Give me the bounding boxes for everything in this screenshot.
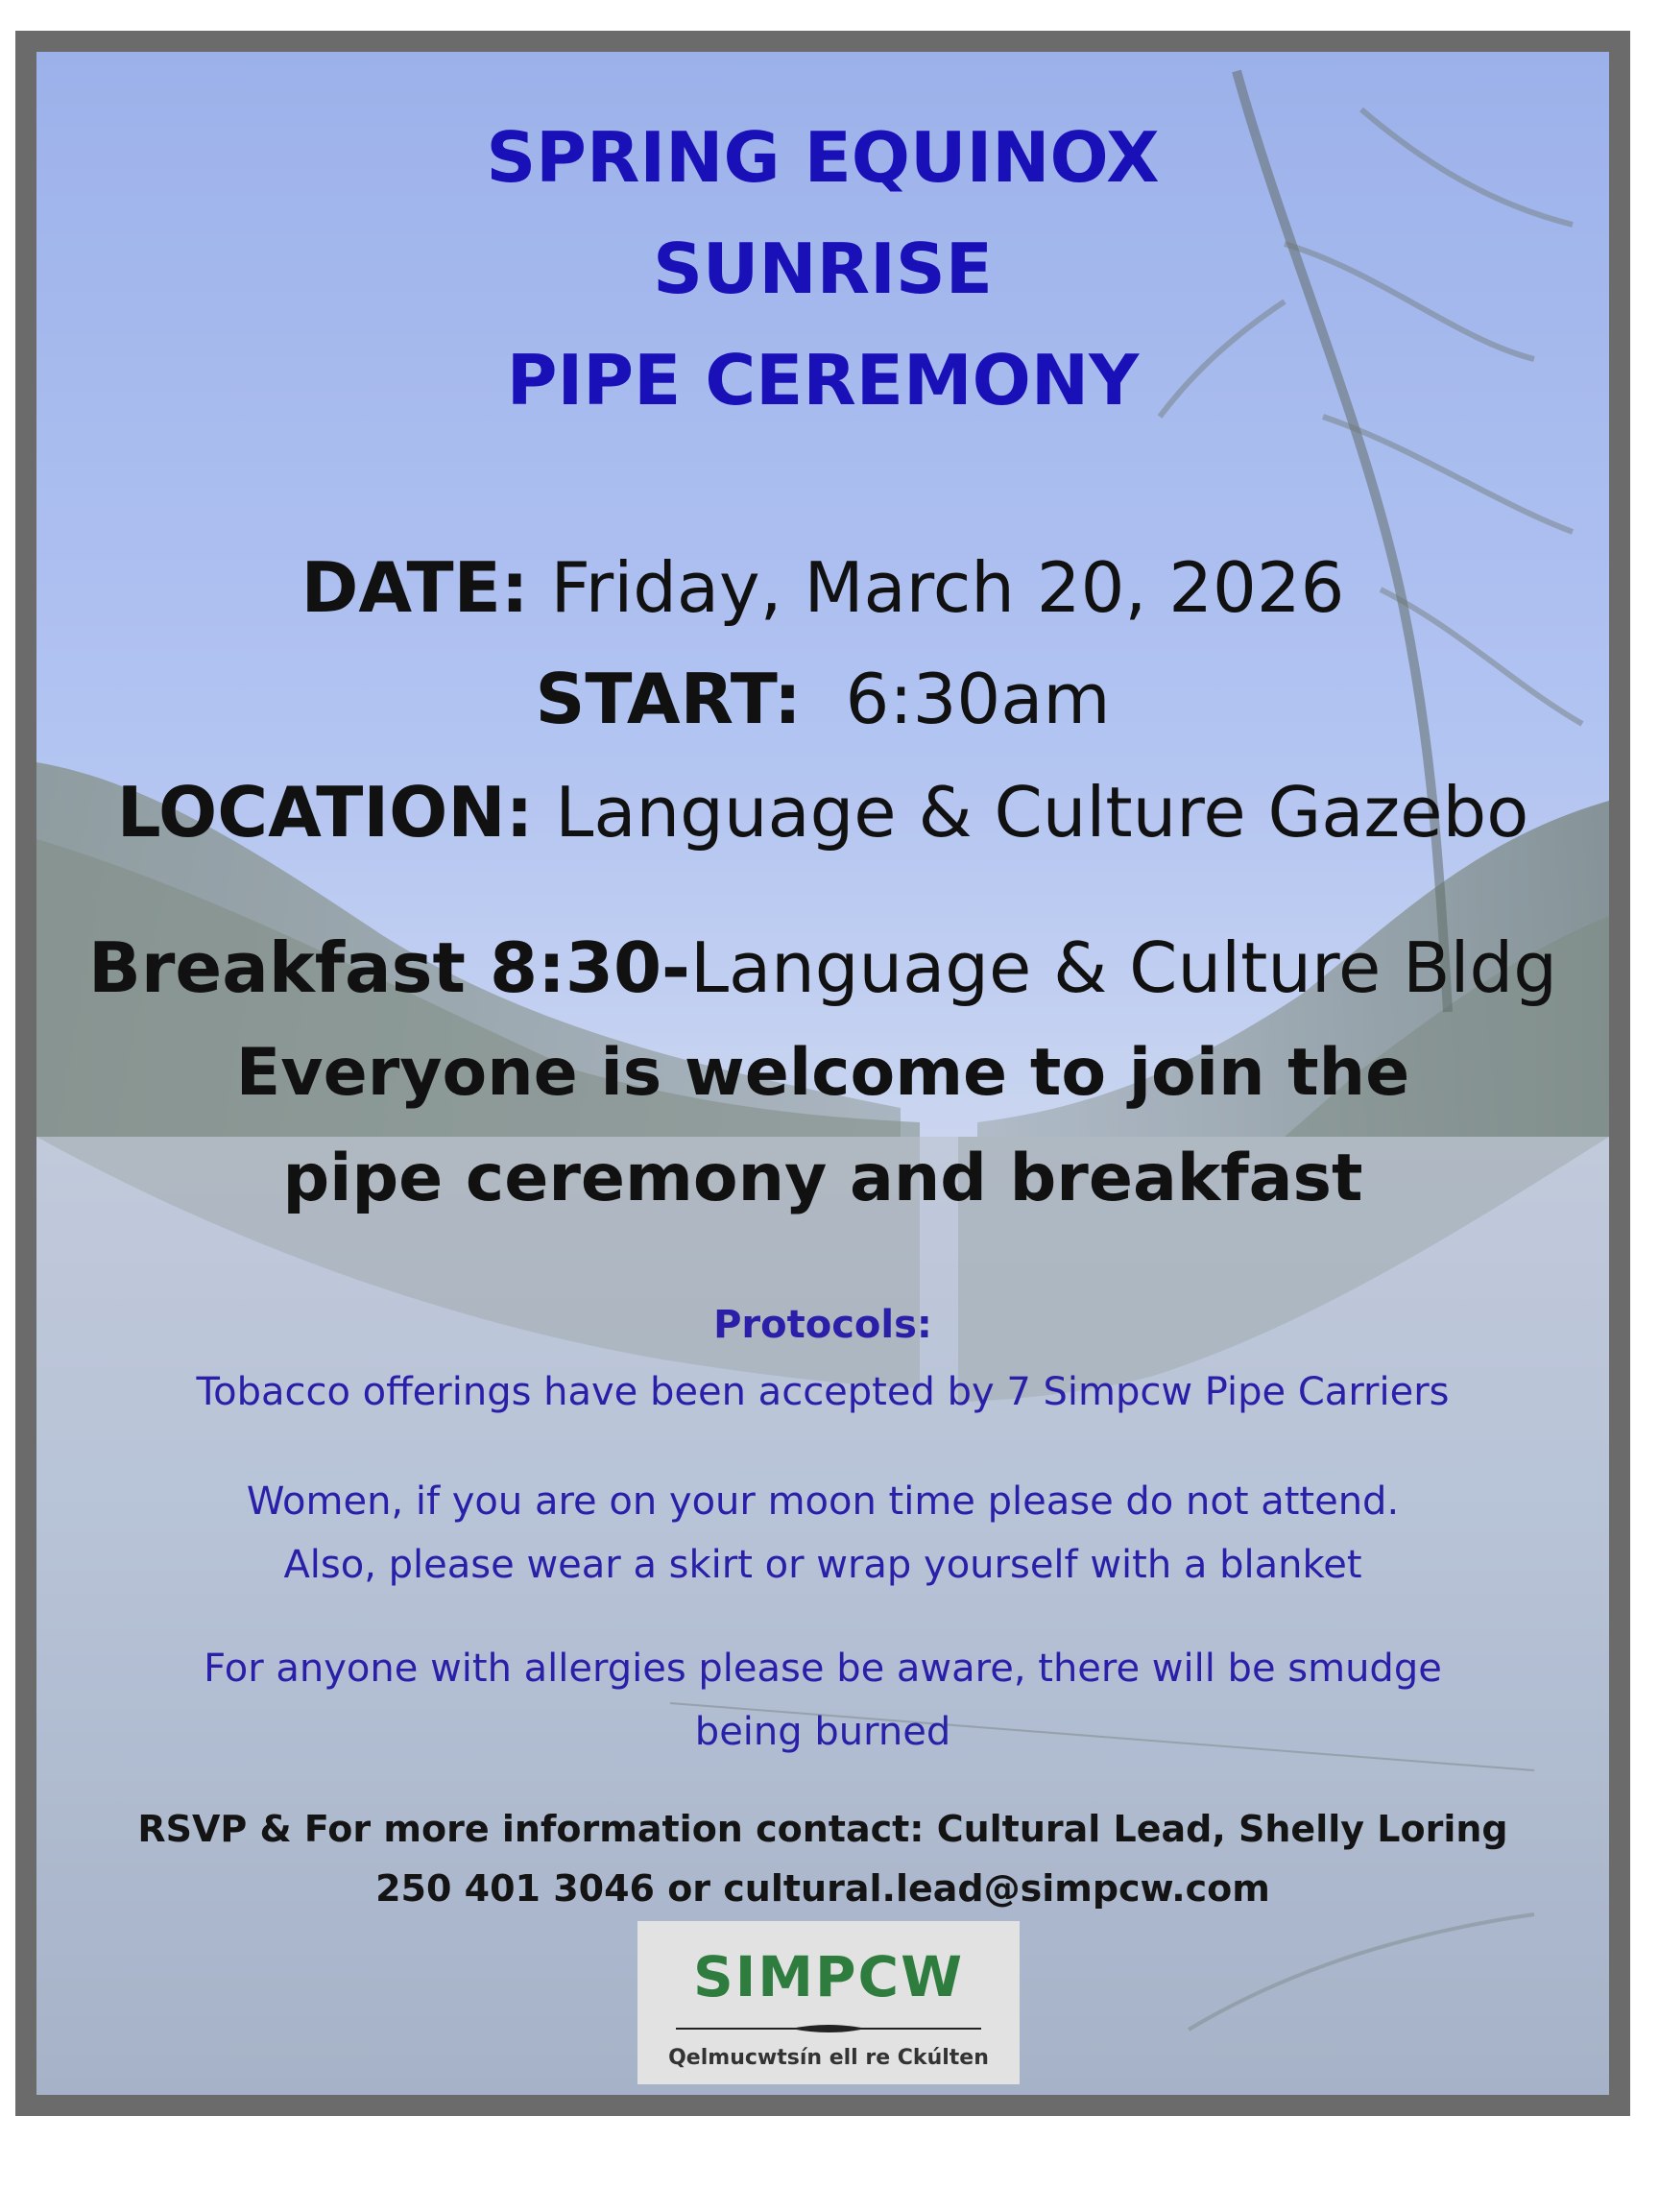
date-line xyxy=(36,547,1609,628)
logo-tagline: Qelmucwtsín ell re Ckúlten xyxy=(668,2046,989,2070)
location-line xyxy=(36,772,1609,853)
start-line xyxy=(36,659,1609,739)
location-label: LOCATION: xyxy=(116,772,534,853)
welcome-line-1: Everyone is welcome to join the xyxy=(235,1035,1410,1111)
title-line-2: SUNRISE xyxy=(653,228,993,309)
poster xyxy=(36,52,1609,2095)
contact-line-2: 250 401 3046 or cultural.lead@simpcw.com xyxy=(375,1867,1270,1910)
protocol-allergy-line-1: For anyone with allergies please be aware, there will be smudge xyxy=(204,1647,1442,1691)
date-label: DATE: xyxy=(301,547,529,628)
title-line-1: SPRING EQUINOX xyxy=(486,117,1160,198)
protocol-allergy-line-2: being burned xyxy=(694,1710,951,1754)
logo-name: SIMPCW xyxy=(692,1944,965,2009)
start-label: START: xyxy=(535,659,802,739)
start-value: 6:30am xyxy=(801,659,1111,739)
location-value: Language & Culture Gazebo xyxy=(533,772,1529,853)
title-line-3: PIPE CEREMONY xyxy=(506,340,1140,421)
date-value: Friday, March 20, 2026 xyxy=(528,547,1345,628)
protocols-heading: Protocols: xyxy=(713,1303,932,1347)
welcome-line-2: pipe ceremony and breakfast xyxy=(282,1141,1363,1216)
breakfast-line xyxy=(36,927,1609,1008)
breakfast-label: Breakfast 8:30- xyxy=(88,927,690,1008)
simpcw-logo xyxy=(637,1921,1020,2084)
contact-line-1: RSVP & For more information contact: Cultural Lead, Shelly Loring xyxy=(137,1808,1508,1850)
protocol-moon-line-1: Women, if you are on your moon time please do not attend. xyxy=(246,1479,1400,1524)
protocol-tobacco: Tobacco offerings have been accepted by 7 Simpcw Pipe Carriers xyxy=(196,1370,1450,1414)
poster-content xyxy=(36,52,1609,2095)
protocol-moon-line-2: Also, please wear a skirt or wrap yourself with a blanket xyxy=(283,1543,1362,1587)
logo-divider xyxy=(676,2021,981,2036)
breakfast-value: Language & Culture Bldg xyxy=(689,927,1557,1008)
